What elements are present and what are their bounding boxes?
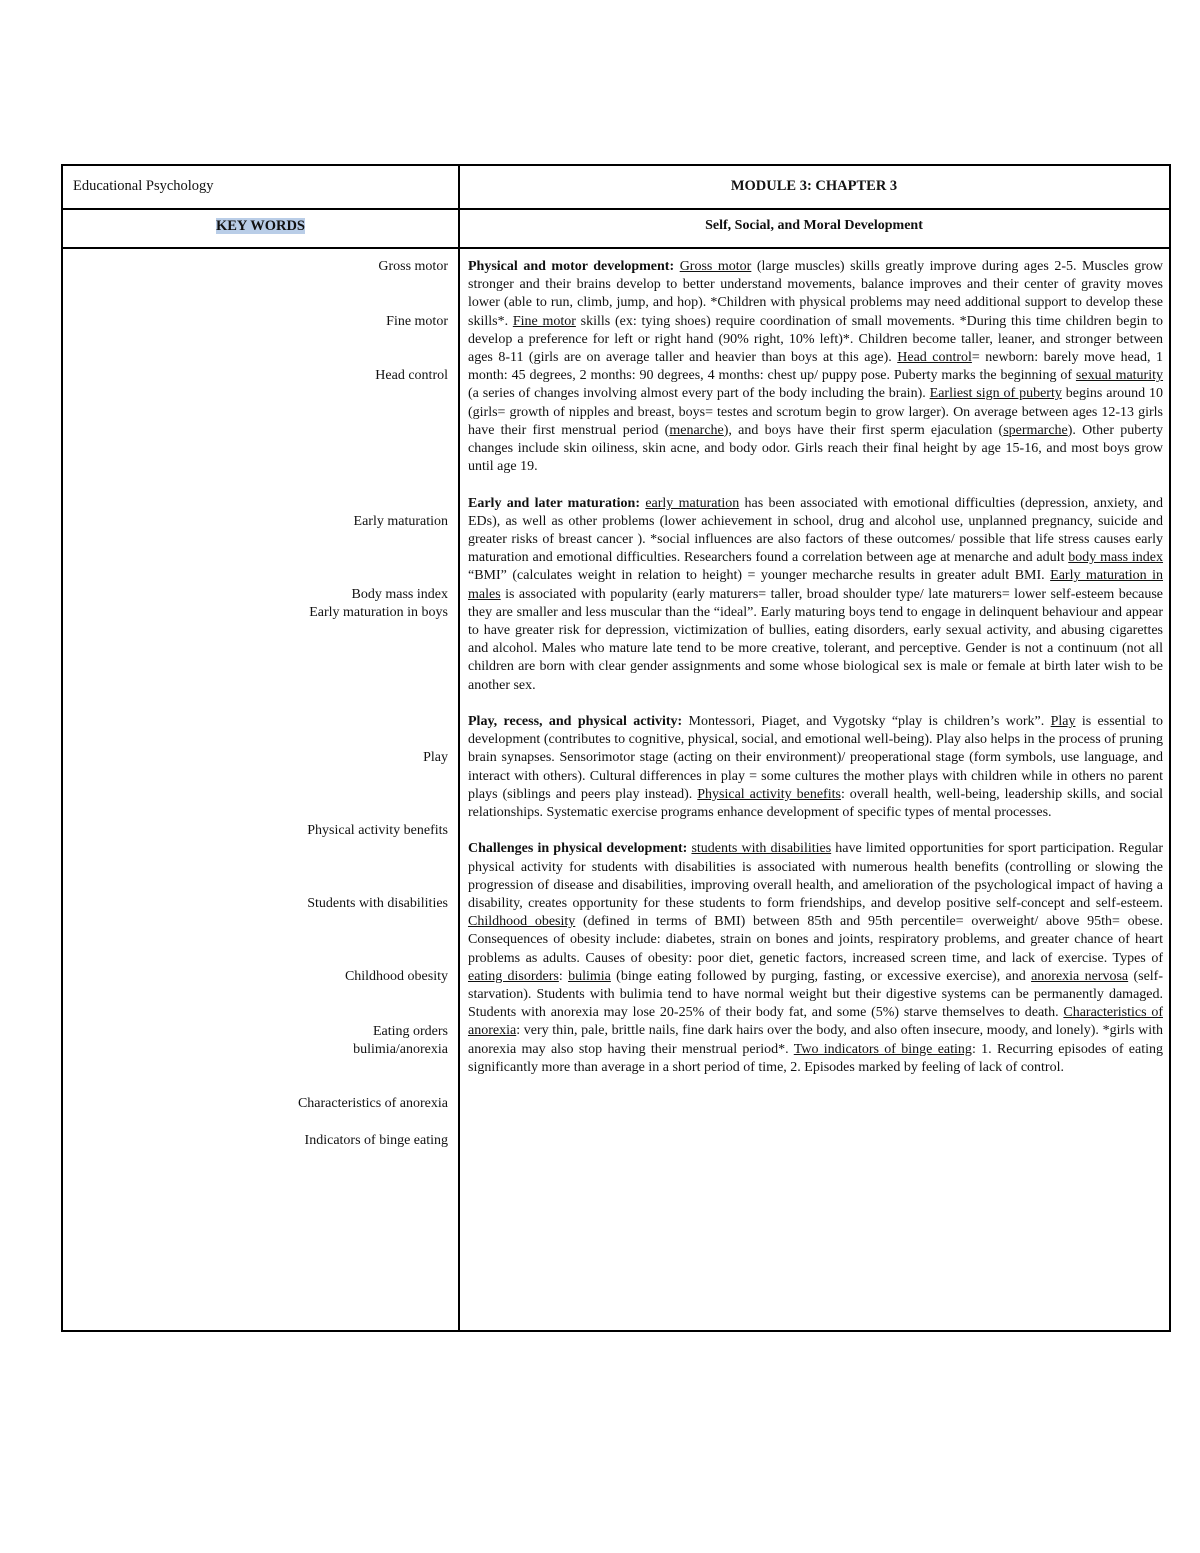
notes-table [61, 164, 1171, 1332]
section-heading: Physical and motor development: [468, 259, 675, 274]
section-play: Play, recess, and physical activity: Montessori, Piaget, and Vygotsky “play is children’s work”. Play is essential to development (contributes to cognitive, physical, social, and emotional well-being). Play also helps in the process of pruning brain synapses. Sensorimotor stage (acting on their environment)/ preoperational stage (form symbols, use language, and interact with others). Cultural differences in play = some cultures the mother plays with children while in others no parent plays (siblings and peers play instead). Physical activity benefits: overall health, well-being, leadership skills, and social relationships. Systematic exercise programs enhance development of specific types of mental processes. [468, 714, 1164, 821]
keyword-anorexia-characteristics: Characteristics of anorexia [297, 1096, 448, 1112]
column-divider [458, 166, 460, 1330]
section-maturation: Early and later maturation: early maturation has been associated with emotional difficulties (depression, anxiety, and EDs), as well as other problems (lower achievement in school, drug and alcohol use, unplanned pregnancy, suicide and greater risks of breast cancer ). *social influences are also factors of these outcomes/ possible that life stress causes early maturation and emotional difficulties. Researchers found a correlation between age at menarche and adult body mass index “BMI” (calculates weight in relation to height) = younger mecharche results in greater adult BMI. Early maturation in males is associated with popularity (early maturers= taller, broad shoulder type/ late maturers= lower self-esteem because they are smaller and less muscular than the “ideal”. Early maturing boys tend to engage in delinquent behaviour and appear to have greater risk for depression, victimization of bullies, eating disorders, early sexual activity, and abusing cigarettes and alcohol. Males who mature late tend to be more creative, tolerant, and perceptive. Gender is not a continuum (not all children are born with clear gender assignments and some whose biological sex is male or female at birth later wish to be another sex. [468, 495, 1164, 693]
keyword-early-maturation-boys: Early maturation in boys [309, 604, 448, 620]
keyword-students-disabilities: Students with disabilities [307, 896, 448, 912]
module-title: MODULE 3: CHAPTER 3 [730, 178, 898, 194]
term-physical-activity-benefits: Physical activity benefits [697, 786, 841, 802]
term-childhood-obesity: Childhood obesity [468, 914, 576, 930]
course-title: Educational Psychology [73, 178, 214, 194]
keyword-binge-eating-indicators: Indicators of binge eating [304, 1132, 448, 1148]
term-anorexia-nervosa: anorexia nervosa [1031, 968, 1129, 984]
keyword-eating-orders: Eating orders [372, 1023, 448, 1039]
term-early-maturation-males: Early maturation in males [468, 568, 1163, 602]
term-binge-eating-indicators: Two indicators of binge eating [793, 1041, 972, 1057]
term-head-control: Head control [897, 350, 972, 366]
term-sexual-maturity: sexual maturity [1075, 368, 1164, 384]
section-challenges: Challenges in physical development: students with disabilities have limited opportunities for sport participation. Regular physical activity for students with disabilities is associated with numerous health benefits (controlling or slowing the progression of disease and disabilities, improving overall health, and amelioration of the psychological impact of having a disability, creates opportunity for these students to form friendships, and develop positive self-concept and self-esteem. Childhood obesity (defined in terms of BMI) between 85th and 95th percentile= overweight/ above 95th= obese. Consequences of obesity include: diabetes, strain on bones and joints, respiratory problems, and greater chance of heart problems as adults. Causes of obesity: poor diet, genetic factors, increased screen time, and lack of exercise. Types of eating disorders: bulimia (binge eating followed by purging, fasting, or excessive exercise), and anorexia nervosa (self-starvation). Students with bulimia tend to have normal weight but their digestive systems can be permanently damaged. Students with anorexia may lose 20-25% of their body fat, and some (5%) starve themselves to death. Characteristics of anorexia: very thin, pale, brittle nails, fine dark hairs over the body, and also often insecure, moody, and lonely). *girls with anorexia may also stop having their menstrual period*. Two indicators of binge eating: 1. Recurring episodes of eating significantly more than average in a short period of time, 2. Episodes marked by feeling of lack of control. [468, 841, 1164, 1075]
term-gross-motor: Gross motor [679, 259, 752, 274]
keyword-early-maturation: Early maturation [353, 513, 448, 529]
row-divider-1 [63, 208, 1169, 210]
term-play: Play [1050, 714, 1076, 730]
row-divider-2 [63, 247, 1169, 249]
term-body-mass-index: body mass index [1068, 550, 1164, 566]
keyword-childhood-obesity: Childhood obesity [344, 968, 448, 984]
keyword-head-control: Head control [375, 368, 448, 384]
keywords-column [63, 258, 448, 1150]
section-subtitle: Self, Social, and Moral Development [705, 218, 923, 233]
term-earliest-sign-puberty: Earliest sign of puberty [929, 386, 1062, 402]
term-early-maturation: early maturation [645, 495, 740, 511]
term-fine-motor: Fine motor [512, 313, 576, 329]
section-heading: Early and later maturation: [468, 495, 640, 511]
keyword-bulimia-anorexia: bulimia/anorexia [353, 1041, 448, 1057]
term-eating-disorders: eating disorders [468, 968, 559, 984]
section-heading: Play, recess, and physical activity: [468, 714, 683, 730]
section-physical-motor: Physical and motor development: Gross motor (large muscles) skills greatly improve during ages 2-5. Muscles grow stronger and their brains develop to better understand movements, balance improves and their center of gravity moves lower (able to run, climb, jump, and hop). *Children with physical problems may need additional support to develop these skills*. Fine motor skills (ex: tying shoes) require coordination of small movements. *During this time children begin to develop a preference for left or right hand (90% right, 10% left)*. Children become taller, leaner, and stronger between ages 8-11 (girls are on average taller and heavier than boys at this age). Head control= newborn: barely move head, 1 month: 45 degrees, 2 months: 90 degrees, 4 months: chest up/ puppy pose. Puberty marks the beginning of sexual maturity (a series of changes involving almost every part of the body including the brain). Earliest sign of puberty begins around 10 (girls= growth of nipples and breast, boys= testes and scrotum begin to grow larger). On average between ages 12-13 girls have their first menstrual period (menarche), and boys have their first sperm ejaculation (spermarche). Other puberty changes include skin oiliness, skin acne, and body odor. Girls reach their final height by age 15-16, and most boys grow until age 19. [468, 259, 1164, 475]
keyword-physical-activity-benefits: Physical activity benefits [307, 823, 448, 839]
keyword-gross-motor: Gross motor [378, 259, 448, 274]
term-spermarche: spermarche [1003, 422, 1068, 438]
term-bulimia: bulimia [568, 968, 611, 984]
term-menarche: menarche [669, 422, 724, 438]
keyword-body-mass-index: Body mass index [351, 586, 448, 602]
keywords-heading-text: KEY WORDS [215, 218, 306, 234]
term-students-disabilities: students with disabilities [691, 841, 832, 857]
keyword-play: Play [423, 750, 448, 766]
notes-content [468, 258, 1163, 1095]
keyword-fine-motor: Fine motor [386, 313, 448, 329]
section-heading: Challenges in physical development: [468, 841, 688, 857]
term-anorexia-characteristics: Characteristics of anorexia [468, 1005, 1163, 1039]
keywords-heading [63, 218, 458, 235]
